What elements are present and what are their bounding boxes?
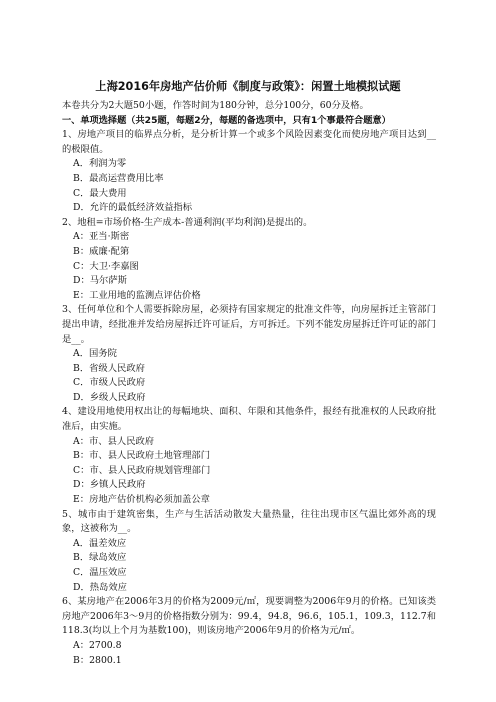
question-stem: 3、任何单位和个人需要拆除房屋，必须持有国家规定的批准文件等，向房屋拆迁主管部门提出申请，经批准并发给房屋拆迁许可证后，方可拆迁。下列不能发房屋拆迁许可证的部门是__。 [62, 304, 436, 345]
option-b: B．最高运营费用比率 [73, 172, 164, 184]
option-e: E：工业用地的监测点评估价格 [73, 289, 201, 301]
option-d: D．允许的最低经济效益指标 [73, 202, 193, 214]
option-d: D．乡级人民政府 [73, 391, 146, 403]
document-body [62, 99, 436, 668]
question-4 [62, 405, 436, 507]
option-c: C．最大费用 [73, 187, 127, 199]
question-stem: 1、房地产项目的临界点分析，是分析计算一个或多个风险因素变化而使房地产项目达到__的极限值。 [62, 129, 436, 155]
section-heading: 一、单项选择题（共25题，每题2分，每题的备选项中，只有1个事最符合题意） [62, 114, 391, 126]
option-c: C：大卫·李嘉图 [73, 260, 139, 272]
option-c: C．温压效应 [73, 567, 127, 578]
question-stem: 6、某房地产在2006年3月的价格为2009元/㎡，现要调整为2006年9月的价格。已知该类房地产2006年3～9月的价格指数分别为：99.4，94.8，96.6，105.1，109.3，112.7和118.3(均以上个月为基数100)，则该房地产2006年9月的价格为元/㎡。 [62, 596, 436, 637]
option-b: B．绿岛效应 [73, 552, 127, 564]
option-a: A．利润为零 [73, 158, 127, 170]
question-3 [62, 303, 436, 405]
option-c: C：市、县人民政府规划管理部门 [73, 464, 211, 476]
option-a: A．国务院 [73, 348, 117, 360]
option-e: E：房地产估价机构必须加盖公章 [73, 494, 210, 506]
option-a: A：市、县人民政府 [73, 435, 155, 447]
option-b: B：威廉·配第 [73, 245, 130, 257]
question-2 [62, 216, 436, 304]
option-b: B．省级人民政府 [73, 362, 145, 374]
option-b: B：市、县人民政府土地管理部门 [73, 450, 210, 462]
exam-intro: 本卷共分为2大题50小题，作答时间为180分钟，总分100分，60分及格。 [62, 100, 369, 111]
option-d: D．热岛效应 [73, 581, 127, 593]
document-title: 上海2016年房地产估价师《制度与政策》：闲置土地模拟试题 [95, 80, 401, 93]
question-5 [62, 508, 436, 596]
question-stem: 4、建设用地使用权出让的每幅地块、面积、年限和其他条件，报经有批准权的人民政府批准后，由实施。 [62, 406, 436, 433]
option-a: A：2700.8 [73, 639, 122, 651]
option-b: B：2800.1 [73, 654, 122, 666]
question-stem: 5、城市由于建筑密集，生产与生活活动散发大量热量，往往出现市区气温比郊外高的现象，这被称为__。 [62, 508, 436, 535]
option-c: C．市级人民政府 [73, 377, 146, 389]
question-1 [62, 128, 436, 216]
question-stem: 2、地租=市场价格-生产成本-普通利润(平均利润)是提出的。 [62, 216, 313, 228]
option-d: D：马尔萨斯 [73, 275, 127, 287]
option-a: A．温差效应 [73, 537, 127, 549]
question-6 [62, 595, 436, 668]
option-d: D：乡镇人民政府 [73, 479, 146, 491]
option-a: A：亚当·斯密 [73, 231, 130, 243]
